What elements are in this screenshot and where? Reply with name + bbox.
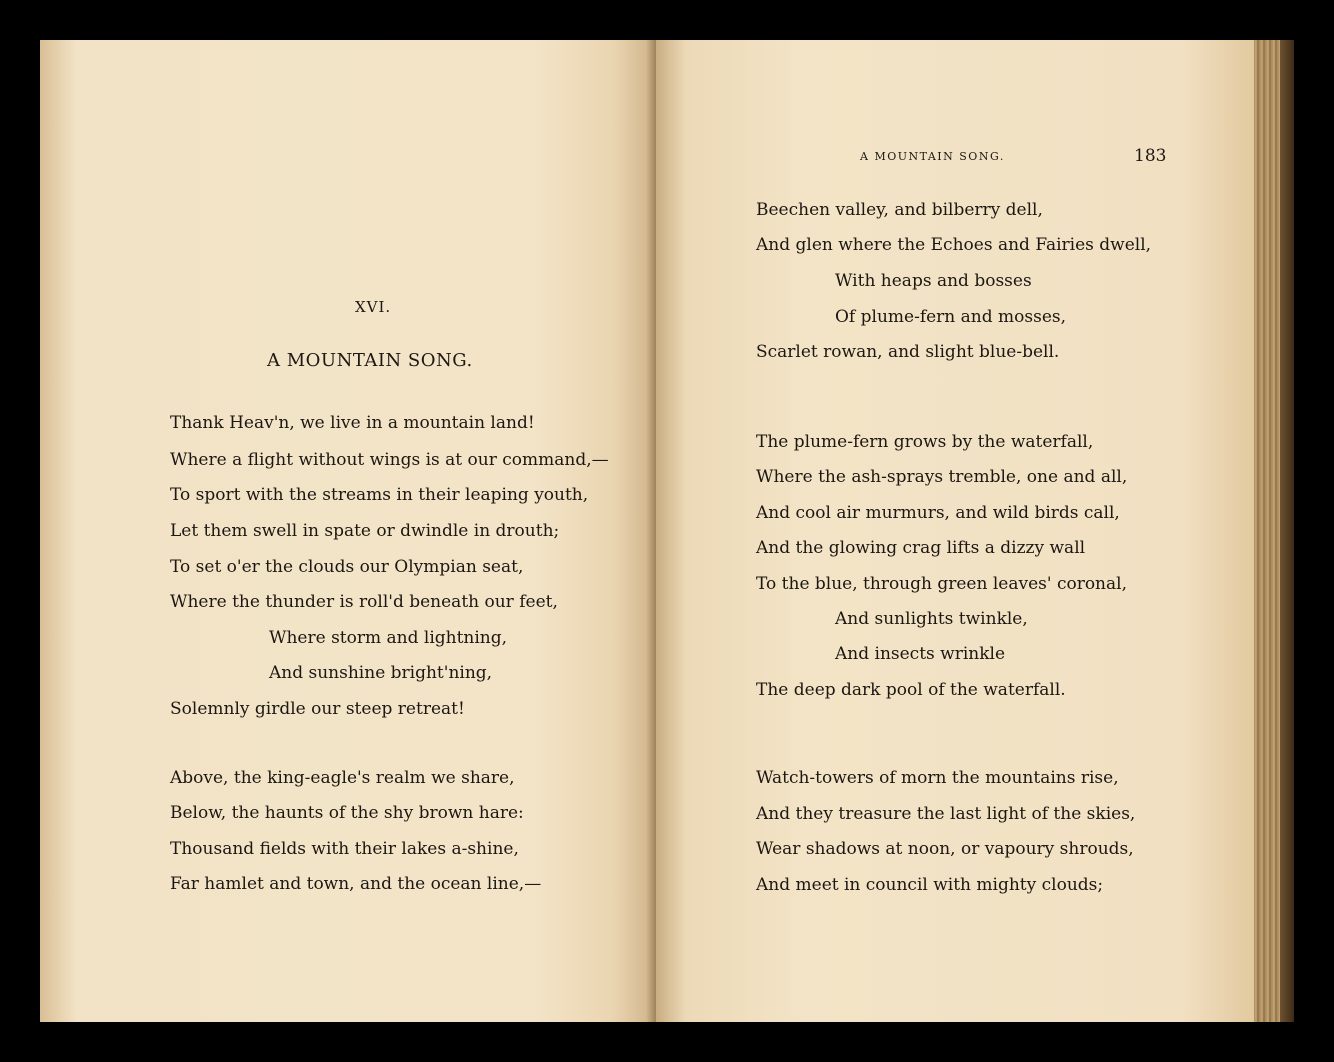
poem-line: And meet in council with mighty clouds; [756,875,1104,895]
poem-line: To set o'er the clouds our Olympian seat, [170,557,524,577]
poem-line: To the blue, through green leaves' coronal, [756,574,1127,594]
poem-line: And they treasure the last light of the skies, [756,804,1136,824]
poem-line: Wear shadows at noon, or vapoury shrouds, [756,839,1134,859]
poem-line: The deep dark pool of the waterfall. [756,680,1066,700]
poem-line: To sport with the streams in their leaping youth, [170,485,589,505]
poem-line: Below, the haunts of the shy brown hare: [170,803,524,823]
left-page [40,40,656,1022]
poem-line: Thousand fields with their lakes a-shine, [170,839,519,859]
poem-line: Far hamlet and town, and the ocean line,— [170,874,542,894]
poem-line: Of plume-fern and mosses, [835,307,1067,327]
poem-line: Watch-towers of morn the mountains rise, [756,768,1119,788]
running-head: A MOUNTAIN SONG. [860,150,1005,163]
page-number: 183 [1134,146,1167,166]
poem-line: Where storm and lightning, [269,628,508,648]
poem-line: And the glowing crag lifts a dizzy wall [756,538,1086,558]
poem-line: With heaps and bosses [835,271,1032,291]
poem-line: Where a flight without wings is at our command,— [170,450,609,470]
poem-line: The plume-fern grows by the waterfall, [756,432,1094,452]
poem-line: Beechen valley, and bilberry dell, [756,200,1043,220]
poem-line: Thank Heav'n, we live in a mountain land! [170,413,535,433]
poem-title: A MOUNTAIN SONG. [267,350,473,371]
poem-line: Above, the king-eagle's realm we share, [170,768,515,788]
poem-line: Scarlet rowan, and slight blue-bell. [756,342,1060,362]
poem-line: And sunshine bright'ning, [269,663,493,683]
poem-line: And sunlights twinkle, [835,609,1028,629]
page-edges [1254,40,1294,1022]
poem-line: And cool air murmurs, and wild birds call, [756,503,1120,523]
right-page [656,40,1254,1022]
poem-line: And insects wrinkle [835,644,1006,664]
open-book [40,40,1294,1022]
poem-line: And glen where the Echoes and Fairies dwell, [756,235,1152,255]
section-number: XVI. [355,298,392,316]
poem-line: Let them swell in spate or dwindle in drouth; [170,521,560,541]
poem-line: Solemnly girdle our steep retreat! [170,699,465,719]
poem-line: Where the ash-sprays tremble, one and all, [756,467,1128,487]
poem-line: Where the thunder is roll'd beneath our feet, [170,592,558,612]
